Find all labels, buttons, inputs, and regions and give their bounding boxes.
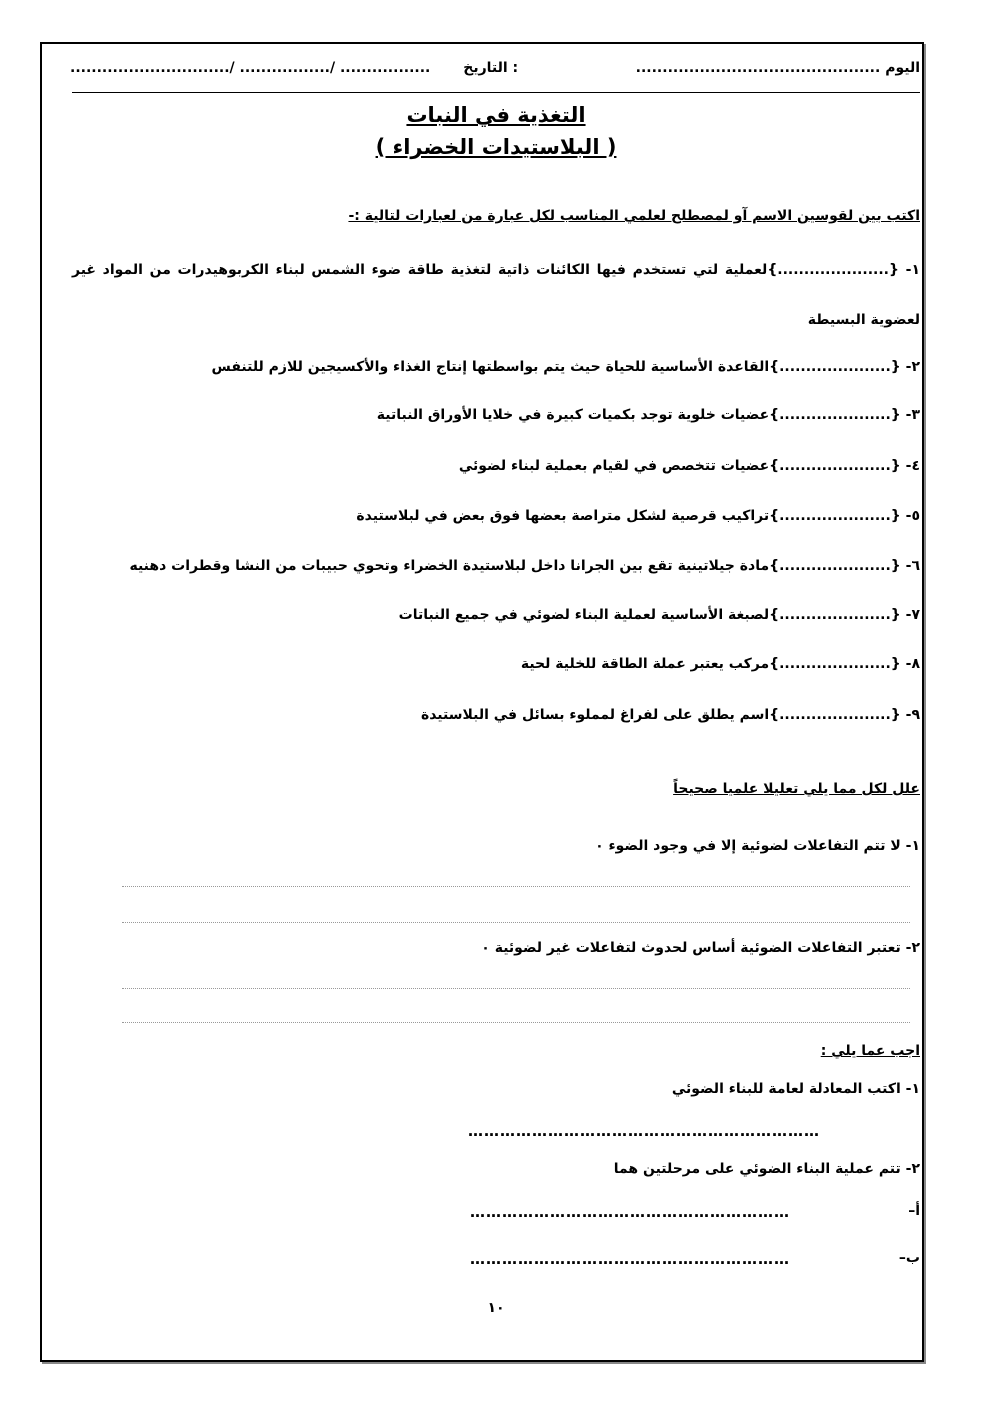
section1-item-1-cont: لعضوية البسيطة [807, 312, 920, 328]
answer-line[interactable] [122, 988, 910, 989]
section3-heading: اجب عما يلي : [820, 1043, 920, 1059]
date-field [70, 60, 518, 76]
section1-item-7: ٧- {.....................}لصبغة الأساسية لعملية البناء لضوئي في جميع النباتات [398, 607, 920, 623]
page-number: ١٠ [487, 1300, 505, 1316]
date-label: التاريخ : [463, 60, 519, 76]
answer-line[interactable] [122, 922, 910, 923]
section1-item-6: ٦- {.....................}مادة جيلاتينية تقع بين الجرانا داخل لبلاستيدة الخضراء وتحوي حبيبات من النشا وقطرات دهنيه [129, 558, 920, 574]
section2-heading: علل لكل مما يلي تعليلا علميا صحيحاً [673, 781, 920, 797]
section1-item-9: ٩- {.....................}اسم يطلق على لفراغ لمملوء بسائل في البلاستيدة [420, 707, 920, 723]
section1-item-1: ١- {.....................}لعملية لتي تستخدم فيها الكائنات ذاتية لتغذية طاقة ضوء الشمس لبناء الكربوهيدرات من المواد غير [72, 262, 920, 278]
header-divider [72, 92, 920, 93]
section3-q1: ١- اكتب المعادلة لعامة للبناء الضوئي [671, 1081, 920, 1097]
answer-line[interactable] [122, 1022, 910, 1023]
section3-q2-a-label: أ– [908, 1203, 920, 1219]
section1-heading: اكتب بين لقوسين الاسم آو لمصطلح لعلمي المناسب لكل عبارة من لعبارات لتالية :- [348, 208, 920, 224]
section3-q1-answer[interactable]: ………………………………………………………… [468, 1122, 820, 1140]
day-label: اليوم [885, 60, 920, 76]
section3-q2-a-answer[interactable]: …………………………………………………… [470, 1203, 790, 1221]
answer-line[interactable] [122, 886, 910, 887]
section2-item-2: ٢- تعتبر التفاعلات الضوئية أساس لحدوث لتفاعلات غير لضوئية ٠ [481, 940, 920, 956]
date-value[interactable]: ............................../ ................./ ................. [70, 60, 431, 76]
day-dots[interactable]: .............................................. [635, 60, 881, 76]
day-field [636, 60, 920, 76]
section2-item-1: ١- لا تتم التفاعلات لضوئية إلا في وجود الضوء ٠ [595, 838, 920, 854]
section1-item-4: ٤- {.....................}عضيات تتخصص في لقيام بعملية لبناء لضوئي [458, 458, 920, 474]
page-title: التغذية في النبات [406, 103, 586, 127]
section3-q2-b-label: ب– [898, 1250, 920, 1266]
section3-q2: ٢- تتم عملية البناء الضوئي على مرحلتين هما [613, 1161, 920, 1177]
section1-item-2: ٢- {.....................}القاعدة الأساسية للحياة حيث يتم بواسطتها إنتاج الغذاء والأكسيجين للازم للتنفس [211, 359, 920, 375]
page-subtitle: ( البلاستيدات الخضراء ) [375, 135, 617, 159]
section1-item-3: ٣- {.....................}عضيات خلوية توجد بكميات كبيرة في خلايا الأوراق النباتية [376, 407, 920, 423]
section3-q2-b-answer[interactable]: …………………………………………………… [470, 1250, 790, 1268]
section1-item-5: ٥- {.....................}تراكيب قرصية لشكل متراصة بعضها فوق بعض في لبلاستيدة [356, 508, 920, 524]
section1-item-8: ٨- {.....................}مركب يعتبر عملة الطاقة للخلية لحية [520, 656, 920, 672]
